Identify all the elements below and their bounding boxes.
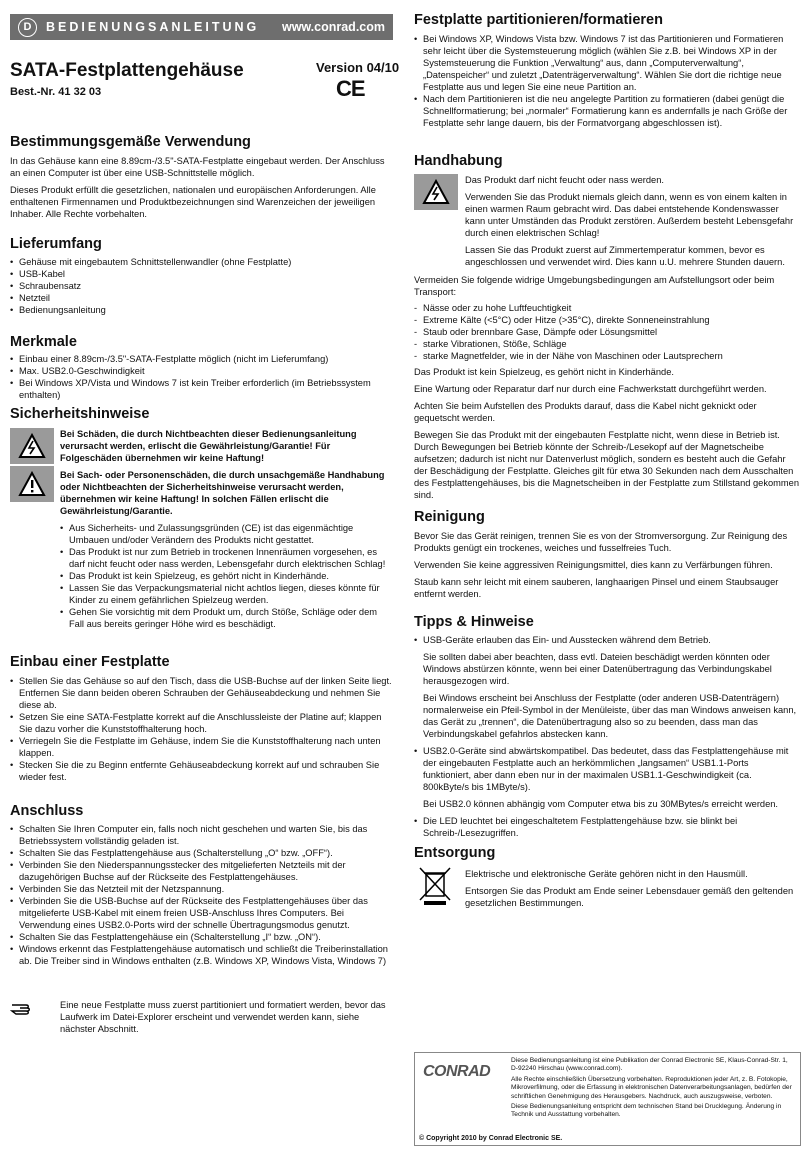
warning-exclamation-icon xyxy=(18,471,46,497)
list-item: • Gehen Sie vorsichtig mit dem Produkt um, durch Stöße, Schläge oder dem Fall aus bereits geringer Höhe wird es beschädigt. xyxy=(60,606,393,630)
paragraph: Sie sollten dabei aber beachten, dass evtl. Dateien beschädigt werden könnten oder Windows abstürzen könnte, wenn bei einer Datenübertragung das Verbindungskabel herausgezogen wird. xyxy=(423,652,772,686)
paragraph: Vermeiden Sie folgende widrige Umgebungsbedingungen am Aufstellungsort oder beim Transport: xyxy=(414,275,775,297)
crossed-bin-icon xyxy=(418,866,452,906)
paragraph: Staub kann sehr leicht mit einem sauberen, langhaarigen Pinsel und einem Staubsauger entfernt werden. xyxy=(414,577,779,599)
partition-list xyxy=(414,33,799,129)
list-item: • Aus Sicherheits- und Zulassungsgründen (CE) ist das eigenmächtige Umbauen und/oder Verändern des Produkts nicht gestattet. xyxy=(60,522,393,546)
paragraph: Das Produkt ist kein Spielzeug, es gehört nicht in Kinderhände. xyxy=(414,367,674,377)
warning-text: Verwenden Sie das Produkt niemals gleich dann, wenn es von einem kalten in einen warmen Raum gebracht wird. Das dabei entstehende Kondenswasser kann unter Umständen das Produkt zerstören. Außerdem besteht Lebensgefahr durch einen elektrischen Schlag! xyxy=(465,192,794,238)
list-item: - Nässe oder zu hohe Luftfeuchtigkeit xyxy=(414,302,799,314)
heading-lieferumfang: Lieferumfang xyxy=(10,236,102,252)
heading-partition: Festplatte partitionieren/formatieren xyxy=(414,12,663,28)
heading-reinigung: Reinigung xyxy=(414,509,485,525)
warning-triangle-icon xyxy=(18,433,46,459)
anschluss-list xyxy=(10,823,393,967)
list-item: • Verbinden Sie den Niederspannungsstecker des mitgelieferten Netzteils mit der dazugehörigen Buchse auf der Rückseite des Festplattengehäuses. xyxy=(10,859,393,883)
warning-text: Bei Schäden, die durch Nichtbeachten dieser Bedienungsanleitung verursacht werden, erlischt die Gewährleistung/Garantie! Für Folgeschäden übernehmen wir keine Haftung! xyxy=(60,429,357,463)
warning-box xyxy=(414,174,458,210)
tips-list xyxy=(414,634,799,646)
list-item: - Extreme Kälte (<5°C) oder Hitze (>35°C), direkte Sonneneinstrahlung xyxy=(414,314,799,326)
list-item: • Lassen Sie das Verpackungsmaterial nicht achtlos liegen, dieses könnte für Kinder zu einem gefährlichen Spielzeug werden. xyxy=(60,582,393,606)
list-item: • Schalten Sie Ihren Computer ein, falls noch nicht geschehen und warten Sie, bis das Betriebssystem vollständig geladen ist. xyxy=(10,823,393,847)
list-item: • Windows erkennt das Festplattengehäuse automatisch und schließt die Treiberinstallation ab. Die Treiber sind in Windows enthalten (z.B. Windows XP, Windows Vista, Windows 7) xyxy=(10,943,393,967)
header-url: www.conrad.com xyxy=(281,20,385,34)
paragraph: In das Gehäuse kann eine 8.89cm-/3.5"-SATA-Festplatte eingebaut werden. Der Anschluss an einen Computer ist über eine USB-Schnittstelle möglich. xyxy=(10,156,385,178)
list-item: • Netzteil xyxy=(10,292,393,304)
list-item: - starke Magnetfelder, wie in der Nähe von Maschinen oder Lautsprechern xyxy=(414,350,799,362)
tips-list xyxy=(414,745,799,793)
list-item: • USB-Geräte erlauben das Ein- und Ausstecken während dem Betrieb. xyxy=(414,634,799,646)
list-item: • USB2.0-Geräte sind abwärtskompatibel. Das bedeutet, dass das Festplattengehäuse mit der eingebauten Festplatte auch an herkömmlichen „langsamen“ USB1.1-Ports funktioniert, aber dann eben nur in der maximalen USB1.1-Geschwindigkeit (ca. 800kByte/s bis 1MByte/s). xyxy=(414,745,799,793)
warning-box xyxy=(10,466,54,502)
conditions-list xyxy=(414,302,799,362)
list-item: • Schalten Sie das Festplattengehäuse aus (Schalterstellung „O“ bzw. „OFF“). xyxy=(10,847,393,859)
safety-list xyxy=(60,522,393,630)
paragraph: Bei USB2.0 können abhängig vom Computer etwa bis zu 30MBytes/s erreicht werden. xyxy=(423,799,779,809)
paragraph: Entsorgen Sie das Produkt am Ende seiner Lebensdauer gemäß den geltenden gesetzlichen Bestimmungen. xyxy=(465,886,794,908)
heading-einbau: Einbau einer Festplatte xyxy=(10,654,170,670)
paragraph: Verwenden Sie keine aggressiven Reinigungsmittel, dies kann zu Verfärbungen führen. xyxy=(414,560,773,570)
list-item: • Schraubensatz xyxy=(10,280,393,292)
note-text: Eine neue Festplatte muss zuerst partitioniert und formatiert werden, bevor das Laufwerk im Datei-Explorer erscheint und verwendet werden kann, siehe nächster Abschnitt. xyxy=(60,1000,386,1034)
heading-tipps: Tipps & Hinweise xyxy=(414,614,534,630)
warning-text: Bei Sach- oder Personenschäden, die durch unsachgemäße Handhabung oder Nichtbeachten der Sicherheitshinweise verursacht werden, übernehmen wir keine Haftung! In solchen Fällen erlischt die Gewährleistung/Garantie. xyxy=(60,470,385,516)
list-item: • Verriegeln Sie die Festplatte im Gehäuse, indem Sie die Kunststoffhalterung nach unten klappen. xyxy=(10,735,393,759)
heading-merkmale: Merkmale xyxy=(10,334,77,350)
list-item: • Nach dem Partitionieren ist die neu angelegte Partition zu formatieren (dabei genügt die Schnellformatierung; bei „normaler“ Formatierung kann es andernfalls je nach Größe der Festplatte sehr lange dauern, bis der Formatvorgang abgeschlossen ist). xyxy=(414,93,799,129)
imprint-text: Alle Rechte einschließlich Übersetzung vorbehalten. Reproduktionen jeder Art, z. B. Fotokopie, Mikroverfilmung, oder die Erfassung in elektronischen Datenverarbeitungsanlagen, bedürfen der schriftlichen Genehmigung des Herausgebers. Nachdruck, auch auszugsweise, verboten. xyxy=(511,1075,792,1100)
list-item: • Die LED leuchtet bei eingeschaltetem Festplattengehäuse bzw. sie blinkt bei Schreib-/Lesezugriffen. xyxy=(414,815,799,839)
imprint-box xyxy=(414,1052,801,1146)
paragraph: Dieses Produkt erfüllt die gesetzlichen, nationalen und europäischen Anforderungen. Alle enthaltenen Firmennamen und Produktbezeichnungen sind Warenzeichen der jeweiligen Inhaber. Alle Rechte vorbehalten. xyxy=(10,185,376,219)
warning-text: Das Produkt darf nicht feucht oder nass werden. xyxy=(465,175,664,185)
merkmale-list xyxy=(10,353,393,401)
warning-box xyxy=(10,428,54,464)
paragraph: Bei Windows erscheint bei Anschluss der Festplatte (oder anderen USB-Datenträgern) normalerweise ein Pfeil-Symbol in der Menüleiste, über das man Windows anweisen kann, das Gerät zu „trennen“, die Datenübertragung also so zu beenden, dass man das Verbindungskabel gefahrlos abstecken kann. xyxy=(423,693,797,739)
list-item: • Verbinden Sie die USB-Buchse auf der Rückseite des Festplattengehäuses über das mitgelieferte USB-Kabel mit einem freien USB-Anschluss Ihres Computers. Bei Verwendung eines USB2.0-Ports wird der schnelle Übertragungsmodus genutzt. xyxy=(10,895,393,931)
imprint-text: Diese Bedienungsanleitung entspricht dem technischen Stand bei Drucklegung. Änderung in Technik und Ausstattung vorbehalten. xyxy=(511,1103,782,1119)
list-item: • Stecken Sie die zu Beginn entfernte Gehäuseabdeckung korrekt auf und schrauben Sie wieder fest. xyxy=(10,759,393,783)
heading-bestimmung: Bestimmungsgemäße Verwendung xyxy=(10,134,251,150)
product-title: SATA-Festplattengehäuse xyxy=(10,60,244,81)
list-item: • Max. USB2.0-Geschwindigkeit xyxy=(10,365,393,377)
warning-text: Lassen Sie das Produkt zuerst auf Zimmertemperatur kommen, bevor es angeschlossen und verwendet wird. Dies kann u.U. mehrere Stunden dauern. xyxy=(465,245,785,267)
list-item: • Bei Windows XP/Vista und Windows 7 ist kein Treiber erforderlich (im Betriebssystem enthalten) xyxy=(10,377,393,401)
list-item: - starke Vibrationen, Stöße, Schläge xyxy=(414,338,799,350)
lieferumfang-list xyxy=(10,256,393,316)
warning-triangle-icon xyxy=(422,179,450,205)
pointing-hand-icon xyxy=(10,999,38,1017)
list-item: • Stellen Sie das Gehäuse so auf den Tisch, dass die USB-Buchse auf der linken Seite liegt. Entfernen Sie dann beiden oberen Schrauben der Gehäuseabdeckung und nehmen Sie diese ab. xyxy=(10,675,393,711)
einbau-list xyxy=(10,675,393,783)
heading-handhabung: Handhabung xyxy=(414,153,503,169)
tips-list xyxy=(414,815,799,839)
list-item: • Schalten Sie das Festplattengehäuse ein (Schalterstellung „I“ bzw. „ON“). xyxy=(10,931,393,943)
paragraph: Bewegen Sie das Produkt mit der eingebauten Festplatte nicht, wenn diese in Betrieb ist. Durch Bewegungen bei Betrieb könnte der Schreib-/Lesekopf auf der Magnetscheibe aufsetzen; dadurch ist nicht nur Datenverlust möglich, sondern es besteht auch die Gefahr der Beschädigung der Festplatte. Gleiches gilt für etwa 30 Sekunden nach dem Ausschalten des Festplattengehäuses, bis die Magnetscheiben in der Festplatte zum Stillstand gekommen sind. xyxy=(414,430,800,500)
paragraph: Bevor Sie das Gerät reinigen, trennen Sie es von der Stromversorgung. Zur Reinigung des Produkts genügt ein trockenes, weiches und fusselfreies Tuch. xyxy=(414,531,788,553)
ce-mark: CE xyxy=(336,76,365,101)
header-bar xyxy=(10,14,393,40)
list-item: • Gehäuse mit eingebautem Schnittstellenwandler (ohne Festplatte) xyxy=(10,256,393,268)
list-item: • Setzen Sie eine SATA-Festplatte korrekt auf die Anschlussleiste der Platine auf; klappen Sie dazu vorher die Kunststoffhalterung hoch. xyxy=(10,711,393,735)
list-item: • Einbau einer 8.89cm-/3.5"-SATA-Festplatte möglich (nicht im Lieferumfang) xyxy=(10,353,393,365)
imprint-text: Diese Bedienungsanleitung ist eine Publikation der Conrad Electronic SE, Klaus-Conrad-Str. 1, D-92240 Hirschau (www.conrad.com). xyxy=(511,1057,788,1073)
paragraph: Eine Wartung oder Reparatur darf nur durch eine Fachwerkstatt durchgeführt werden. xyxy=(414,384,767,394)
paragraph: Achten Sie beim Aufstellen des Produkts darauf, dass die Kabel nicht geknickt oder gequetscht werden. xyxy=(414,401,757,423)
list-item: • Das Produkt ist kein Spielzeug, es gehört nicht in Kinderhände. xyxy=(60,570,393,582)
version-label: Version 04/10 xyxy=(316,60,400,75)
list-item: • Bedienungsanleitung xyxy=(10,304,393,316)
heading-anschluss: Anschluss xyxy=(10,803,84,819)
header-title: BEDIENUNGSANLEITUNG xyxy=(46,20,260,34)
copyright: © Copyright 2010 by Conrad Electronic SE. xyxy=(419,1135,563,1142)
heading-sicherheit: Sicherheitshinweise xyxy=(10,406,150,422)
paragraph: Elektrische und elektronische Geräte gehören nicht in den Hausmüll. xyxy=(465,869,748,879)
conrad-logo: CONRAD xyxy=(423,1063,491,1080)
heading-entsorgung: Entsorgung xyxy=(414,845,496,861)
language-letter: D xyxy=(18,18,37,37)
order-number: Best.-Nr. 41 32 03 xyxy=(10,86,102,98)
list-item: • Das Produkt ist nur zum Betrieb in trockenen Innenräumen vorgesehen, es darf nicht feucht oder nass werden, Lebensgefahr durch elektrischen Schlag! xyxy=(60,546,393,570)
list-item: - Staub oder brennbare Gase, Dämpfe oder Lösungsmittel xyxy=(414,326,799,338)
list-item: • USB-Kabel xyxy=(10,268,393,280)
list-item: • Bei Windows XP, Windows Vista bzw. Windows 7 ist das Partitionieren und Formatieren sehr leicht über die Systemsteuerung möglich (wählen Sie z.B. bei Windows XP in der Systemsteuerung die Funktion „Verwaltung“ aus, dann „Computerverwaltung“, „Datenspeicher“ und zuletzt „Datenträgerverwaltung“. Wählen Sie dort die richtige neue Festplatte aus und legen Sie eine neue Partition an. xyxy=(414,33,799,93)
list-item: • Verbinden Sie das Netzteil mit der Netzspannung. xyxy=(10,883,393,895)
